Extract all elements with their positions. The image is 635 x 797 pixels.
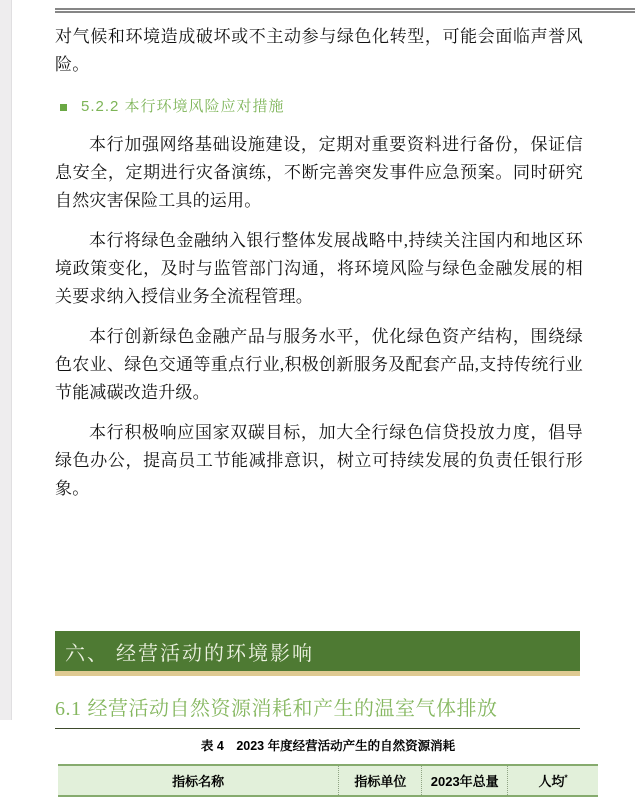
subsection-heading-label: 5.2.2 本行环境风险应对措施 bbox=[81, 98, 285, 115]
table-header-row bbox=[58, 765, 598, 796]
section-title: 经营活动自然资源消耗和产生的温室气体排放 bbox=[87, 698, 498, 720]
section-number: 6.1 bbox=[55, 698, 82, 720]
table-header-indicator-name: 指标名称 bbox=[58, 765, 339, 796]
subsection-heading-5-2-2 bbox=[55, 95, 583, 119]
table-4-region bbox=[58, 738, 598, 797]
page-content bbox=[55, 23, 583, 729]
paragraph-dual-carbon-goals: 本行积极响应国家双碳目标，加大全行绿色信贷投放力度，倡导绿色办公，提高员工节能减排意识，树立可持续发展的负责任银行形象。 bbox=[55, 423, 583, 498]
square-bullet-icon bbox=[60, 104, 67, 111]
section-heading-6-1 bbox=[55, 696, 580, 729]
table-caption: 表 4 2023 年度经营活动产生的自然资源消耗 bbox=[200, 739, 456, 753]
paragraph-network-infrastructure: 本行加强网络基础设施建设，定期对重要资料进行备份，保证信息安全，定期进行灾备演练，不断完善突发事件应急预案。同时研究自然灾害保险工具的运用。 bbox=[55, 135, 583, 210]
paragraph-green-finance-strategy: 本行将绿色金融纳入银行整体发展战略中,持续关注国内和地区环境政策变化，及时与监管部门沟通，将环境风险与绿色金融发展的相关要求纳入授信业务全流程管理。 bbox=[55, 231, 583, 306]
table-header-per-capita bbox=[508, 765, 598, 796]
table-header-indicator-unit: 指标单位 bbox=[339, 765, 422, 796]
page-top-double-rule bbox=[55, 8, 635, 13]
chapter-heading-title: 六、 经营活动的环境影响 bbox=[65, 642, 314, 665]
footnote-asterisk: * bbox=[564, 773, 568, 783]
per-capita-label: 人均 bbox=[538, 774, 565, 789]
paragraph-green-products: 本行创新绿色金融产品与服务水平，优化绿色资产结构，围绕绿色农业、绿色交通等重点行业,积极创新服务及配套产品,支持传统行业节能减碳改造升级。 bbox=[55, 327, 583, 402]
table-header-2023-total: 2023年总量 bbox=[422, 765, 508, 796]
chapter-heading-banner bbox=[55, 631, 580, 676]
paragraph-risk-reputation: 对气候和环境造成破坏或不主动参与绿色化转型，可能会面临声誉风险。 bbox=[55, 27, 583, 74]
resource-consumption-table bbox=[58, 764, 598, 797]
